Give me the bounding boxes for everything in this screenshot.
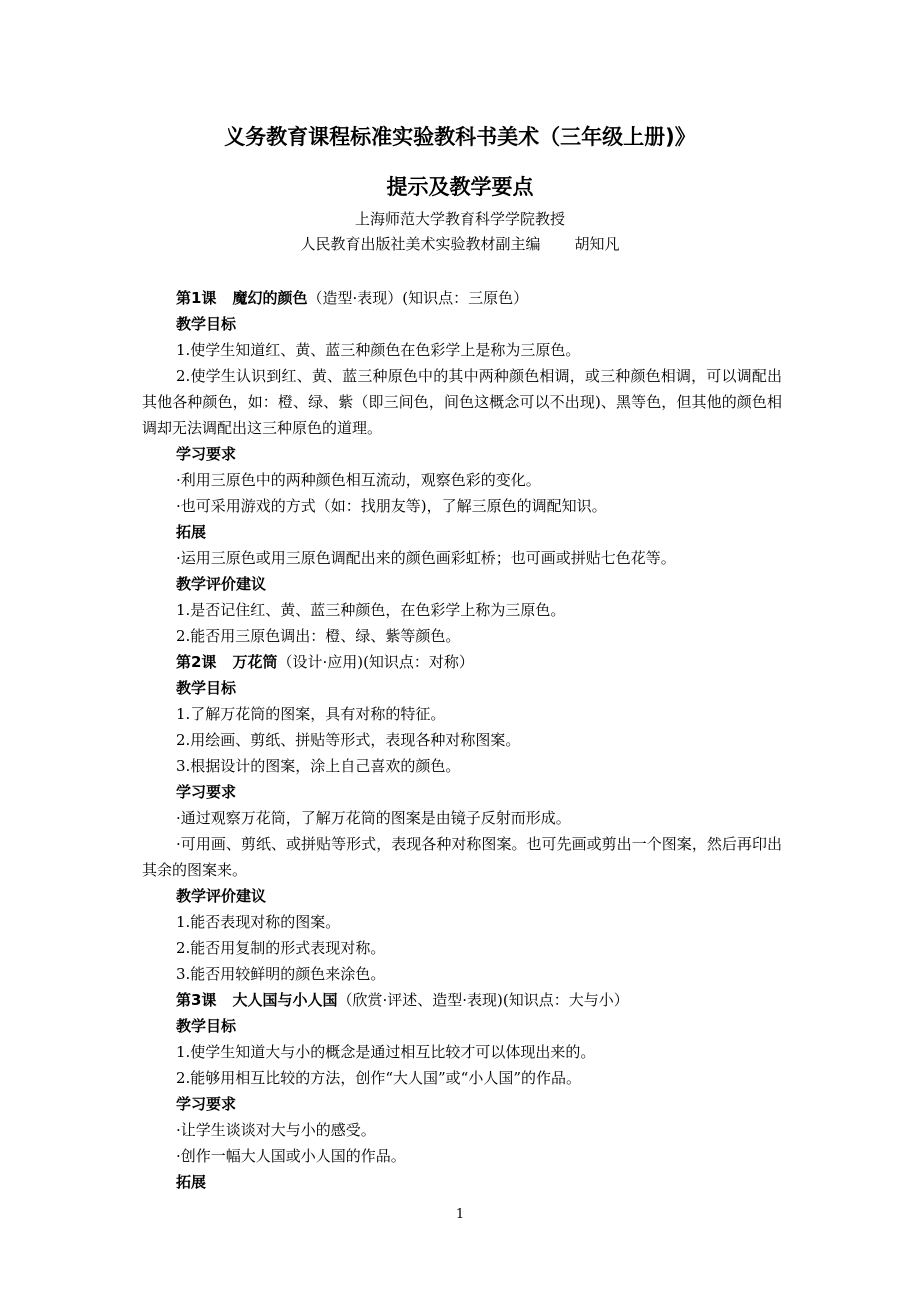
section-heading-goals: 教学目标 <box>176 1017 237 1035</box>
lesson-meta: （欣赏·评述、造型·表现)(知识点：大与小） <box>337 991 629 1009</box>
goal-item: 1.使学生知道红、黄、蓝三种颜色在色彩学上是称为三原色。 <box>176 341 581 359</box>
section-heading-goals: 教学目标 <box>176 679 237 697</box>
evaluation-item: 1.是否记住红、黄、蓝三种颜色，在色彩学上称为三原色。 <box>176 601 566 619</box>
lesson-number: 第1课 <box>176 289 217 307</box>
lesson-heading <box>142 987 782 1013</box>
lesson-heading <box>142 649 782 675</box>
author-affiliation: 上海师范大学教育科学学院教授 <box>354 210 565 228</box>
document-title: 义务教育课程标准实验教科书美术（三年级上册)》 <box>224 125 696 149</box>
requirement-item: ·让学生谈谈对大与小的感受。 <box>176 1121 376 1139</box>
lesson-meta: （设计·应用)(知识点：对称） <box>277 653 474 671</box>
lesson-name: 大人国与小人国 <box>232 991 338 1009</box>
section-heading-requirements: 学习要求 <box>176 783 237 801</box>
lesson-name: 魔幻的颜色 <box>232 289 308 307</box>
goal-item: 1.使学生知道大与小的概念是通过相互比较才可以体现出来的。 <box>176 1043 596 1061</box>
section-heading-evaluation: 教学评价建议 <box>176 575 267 593</box>
goal-item: 1.了解万花筒的图案，具有对称的特征。 <box>176 705 446 723</box>
goal-item: 2.用绘画、剪纸、拼贴等形式，表现各种对称图案。 <box>176 731 521 749</box>
evaluation-item: 3.能否用较鲜明的颜色来涂色。 <box>176 965 386 983</box>
requirement-item: ·创作一幅大人国或小人国的作品。 <box>176 1147 406 1165</box>
section-heading-goals: 教学目标 <box>176 315 237 333</box>
page-number: 1 <box>455 1207 465 1222</box>
goal-item: 3.根据设计的图案，涂上自己喜欢的颜色。 <box>176 757 461 775</box>
evaluation-item: 2.能否用复制的形式表现对称。 <box>176 939 386 957</box>
evaluation-item: 2.能否用三原色调出：橙、绿、紫等颜色。 <box>176 627 461 645</box>
section-heading-extension: 拓展 <box>176 1173 207 1191</box>
section-heading-requirements: 学习要求 <box>176 1095 237 1113</box>
lesson-number: 第3课 <box>176 991 217 1009</box>
lesson-number: 第2课 <box>176 653 217 671</box>
requirement-item: ·可用画、剪纸、或拼贴等形式，表现各种对称图案。也可先画或剪出一个图案，然后再印出其余的图案来。 <box>142 835 782 879</box>
section-heading-requirements: 学习要求 <box>176 445 237 463</box>
evaluation-item: 1.能否表现对称的图案。 <box>176 913 341 931</box>
extension-item: ·运用三原色或用三原色调配出来的颜色画彩虹桥；也可画或拼贴七色花等。 <box>176 549 676 567</box>
section-heading-extension: 拓展 <box>176 523 207 541</box>
author-line <box>0 233 920 255</box>
author-affiliation-2: 人民教育出版社美术实验教材副主编 <box>300 235 541 253</box>
goal-item: 2.能够用相互比较的方法，创作“大人国”或“小人国”的作品。 <box>176 1069 581 1087</box>
requirement-item: ·通过观察万花筒，了解万花筒的图案是由镜子反射而形成。 <box>176 809 571 827</box>
author-name: 胡知凡 <box>574 235 620 253</box>
document-subtitle: 提示及教学要点 <box>386 175 534 199</box>
section-heading-evaluation: 教学评价建议 <box>176 887 267 905</box>
document-body <box>142 285 782 1195</box>
requirement-item: ·利用三原色中的两种颜色相互流动，观察色彩的变化。 <box>176 471 541 489</box>
requirement-item: ·也可采用游戏的方式（如：找朋友等)，了解三原色的调配知识。 <box>176 497 607 515</box>
lesson-meta: （造型·表现）(知识点：三原色） <box>307 289 529 307</box>
lesson-name: 万花筒 <box>232 653 278 671</box>
goal-item: 2.使学生认识到红、黄、蓝三种原色中的其中两种颜色相调，或三种颜色相调，可以调配出其他各种颜色，如：橙、绿、紫（即三间色，间色这概念可以不出现)、黑等色，但其他的颜色相调却无法调配出这三种原色的道理。 <box>142 367 782 437</box>
lesson-heading <box>142 285 782 311</box>
